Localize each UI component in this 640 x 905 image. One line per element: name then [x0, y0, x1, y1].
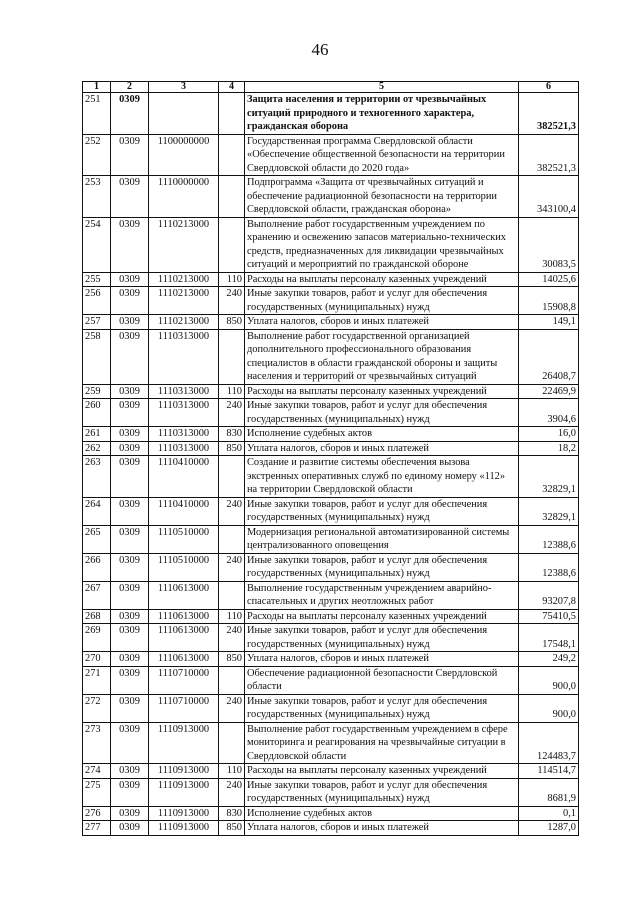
expense-type-code: 110	[219, 272, 245, 287]
section-code: 0309	[111, 722, 149, 764]
amount: 93207,8	[519, 581, 579, 609]
section-code: 0309	[111, 217, 149, 272]
target-article-code: 1110410000	[149, 456, 219, 498]
table-row	[83, 609, 579, 624]
amount: 14025,6	[519, 272, 579, 287]
target-article-code: 1110913000	[149, 722, 219, 764]
item-name: Иные закупки товаров, работ и услуг для обеспечения государственных (муниципальных) нужд	[245, 287, 519, 315]
expense-type-code	[219, 456, 245, 498]
col-header-6: 6	[519, 82, 579, 93]
amount: 17548,1	[519, 624, 579, 652]
expense-type-code	[219, 134, 245, 176]
row-number: 264	[83, 497, 111, 525]
table-row	[83, 287, 579, 315]
expense-type-code: 240	[219, 497, 245, 525]
amount: 1287,0	[519, 821, 579, 836]
target-article-code: 1110913000	[149, 821, 219, 836]
row-number: 266	[83, 553, 111, 581]
section-code: 0309	[111, 399, 149, 427]
expense-type-code: 240	[219, 624, 245, 652]
amount: 75410,5	[519, 609, 579, 624]
amount: 900,0	[519, 694, 579, 722]
item-name: Расходы на выплаты персоналу казенных учреждений	[245, 764, 519, 779]
amount: 32829,1	[519, 456, 579, 498]
target-article-code: 1110613000	[149, 652, 219, 667]
section-code: 0309	[111, 525, 149, 553]
expense-type-code	[219, 176, 245, 218]
section-code: 0309	[111, 778, 149, 806]
table-row	[83, 93, 579, 135]
target-article-code: 1110410000	[149, 497, 219, 525]
amount: 114514,7	[519, 764, 579, 779]
expense-type-code	[219, 93, 245, 135]
table-row	[83, 399, 579, 427]
row-number: 265	[83, 525, 111, 553]
amount: 0,1	[519, 806, 579, 821]
amount: 12388,6	[519, 525, 579, 553]
page-number: 46	[311, 40, 329, 59]
expense-type-code	[219, 722, 245, 764]
item-name: Выполнение работ государственным учреждением по хранению и освежению запасов материально-технических средств, предназначенных для ликвидации чрезвычайных ситуаций и мероприятий по гражданской обороне	[245, 217, 519, 272]
amount: 382521,3	[519, 134, 579, 176]
amount: 382521,3	[519, 93, 579, 135]
amount: 124483,7	[519, 722, 579, 764]
target-article-code: 1110313000	[149, 329, 219, 384]
section-code: 0309	[111, 694, 149, 722]
amount: 18,2	[519, 441, 579, 456]
table-row	[83, 525, 579, 553]
row-number: 263	[83, 456, 111, 498]
item-name: Уплата налогов, сборов и иных платежей	[245, 441, 519, 456]
expense-type-code: 850	[219, 441, 245, 456]
table-row	[83, 806, 579, 821]
table-row	[83, 722, 579, 764]
amount: 8681,9	[519, 778, 579, 806]
expense-type-code: 850	[219, 315, 245, 330]
section-code: 0309	[111, 624, 149, 652]
item-name: Иные закупки товаров, работ и услуг для обеспечения государственных (муниципальных) нужд	[245, 553, 519, 581]
section-code: 0309	[111, 315, 149, 330]
item-name: Иные закупки товаров, работ и услуг для обеспечения государственных (муниципальных) нужд	[245, 399, 519, 427]
section-code: 0309	[111, 456, 149, 498]
item-name: Подпрограмма «Защита от чрезвычайных ситуаций и обеспечение радиационной безопасности на территории Свердловской области, гражданская оборона»	[245, 176, 519, 218]
target-article-code: 1110313000	[149, 384, 219, 399]
expense-type-code: 240	[219, 778, 245, 806]
item-name: Иные закупки товаров, работ и услуг для обеспечения государственных (муниципальных) нужд	[245, 778, 519, 806]
row-number: 272	[83, 694, 111, 722]
target-article-code: 1110913000	[149, 778, 219, 806]
amount: 3904,6	[519, 399, 579, 427]
row-number: 270	[83, 652, 111, 667]
expense-type-code: 240	[219, 694, 245, 722]
item-name: Уплата налогов, сборов и иных платежей	[245, 652, 519, 667]
amount: 900,0	[519, 666, 579, 694]
target-article-code: 1110913000	[149, 764, 219, 779]
section-code: 0309	[111, 272, 149, 287]
item-name: Защита населения и территории от чрезвычайных ситуаций природного и техногенного характера, гражданская оборона	[245, 93, 519, 135]
row-number: 257	[83, 315, 111, 330]
row-number: 277	[83, 821, 111, 836]
expense-type-code	[219, 581, 245, 609]
row-number: 271	[83, 666, 111, 694]
target-article-code: 1110613000	[149, 609, 219, 624]
table-row	[83, 778, 579, 806]
section-code: 0309	[111, 93, 149, 135]
table-row	[83, 652, 579, 667]
row-number: 268	[83, 609, 111, 624]
col-header-4: 4	[219, 82, 245, 93]
row-number: 269	[83, 624, 111, 652]
item-name: Иные закупки товаров, работ и услуг для обеспечения государственных (муниципальных) нужд	[245, 624, 519, 652]
table-row	[83, 427, 579, 442]
expense-type-code: 850	[219, 821, 245, 836]
row-number: 262	[83, 441, 111, 456]
item-name: Государственная программа Свердловской области «Обеспечение общественной безопасности на территории Свердловской области до 2020 года»	[245, 134, 519, 176]
expense-type-code: 830	[219, 806, 245, 821]
expense-type-code	[219, 525, 245, 553]
table-row	[83, 821, 579, 836]
target-article-code: 1110613000	[149, 581, 219, 609]
col-header-1: 1	[83, 82, 111, 93]
row-number: 275	[83, 778, 111, 806]
target-article-code: 1110000000	[149, 176, 219, 218]
target-article-code: 1110213000	[149, 272, 219, 287]
row-number: 255	[83, 272, 111, 287]
target-article-code: 1110510000	[149, 525, 219, 553]
amount: 343100,4	[519, 176, 579, 218]
item-name: Расходы на выплаты персоналу казенных учреждений	[245, 609, 519, 624]
target-article-code: 1110313000	[149, 441, 219, 456]
item-name: Выполнение работ государственной организацией дополнительного профессионального образования специалистов в области гражданской обороны и защиты населения и территорий от чрезвычайных ситуаций	[245, 329, 519, 384]
expense-type-code	[219, 329, 245, 384]
target-article-code: 1100000000	[149, 134, 219, 176]
target-article-code: 1110313000	[149, 399, 219, 427]
item-name: Выполнение государственным учреждением аварийно-спасательных и других неотложных работ	[245, 581, 519, 609]
item-name: Обеспечение радиационной безопасности Свердловской области	[245, 666, 519, 694]
row-number: 260	[83, 399, 111, 427]
target-article-code: 1110213000	[149, 217, 219, 272]
amount: 249,2	[519, 652, 579, 667]
header-row	[83, 82, 579, 93]
amount: 30083,5	[519, 217, 579, 272]
target-article-code: 1110710000	[149, 694, 219, 722]
section-code: 0309	[111, 821, 149, 836]
item-name: Модернизация региональной автоматизированной системы централизованного оповещения	[245, 525, 519, 553]
item-name: Расходы на выплаты персоналу казенных учреждений	[245, 384, 519, 399]
expense-type-code: 240	[219, 553, 245, 581]
amount: 16,0	[519, 427, 579, 442]
section-code: 0309	[111, 764, 149, 779]
amount: 15908,8	[519, 287, 579, 315]
table-row	[83, 134, 579, 176]
row-number: 267	[83, 581, 111, 609]
section-code: 0309	[111, 287, 149, 315]
table-row	[83, 272, 579, 287]
col-header-2: 2	[111, 82, 149, 93]
expense-type-code	[219, 217, 245, 272]
section-code: 0309	[111, 553, 149, 581]
item-name: Исполнение судебных актов	[245, 427, 519, 442]
section-code: 0309	[111, 329, 149, 384]
amount: 26408,7	[519, 329, 579, 384]
table-row	[83, 581, 579, 609]
expense-type-code: 240	[219, 287, 245, 315]
target-article-code: 1110913000	[149, 806, 219, 821]
table-row	[83, 315, 579, 330]
table-row	[83, 456, 579, 498]
row-number: 256	[83, 287, 111, 315]
table-row	[83, 497, 579, 525]
row-number: 274	[83, 764, 111, 779]
row-number: 253	[83, 176, 111, 218]
row-number: 252	[83, 134, 111, 176]
expense-type-code: 110	[219, 384, 245, 399]
target-article-code: 1110213000	[149, 315, 219, 330]
section-code: 0309	[111, 497, 149, 525]
section-code: 0309	[111, 134, 149, 176]
expense-type-code: 830	[219, 427, 245, 442]
row-number: 251	[83, 93, 111, 135]
item-name: Иные закупки товаров, работ и услуг для обеспечения государственных (муниципальных) нужд	[245, 497, 519, 525]
item-name: Расходы на выплаты персоналу казенных учреждений	[245, 272, 519, 287]
table-row	[83, 329, 579, 384]
item-name: Создание и развитие системы обеспечения вызова экстренных оперативных служб по единому номеру «112» на территории Свердловской области	[245, 456, 519, 498]
item-name: Выполнение работ государственным учреждением в сфере мониторинга и реагирования на чрезвычайные ситуации в Свердловской области	[245, 722, 519, 764]
table-row	[83, 666, 579, 694]
section-code: 0309	[111, 427, 149, 442]
row-number: 276	[83, 806, 111, 821]
item-name: Уплата налогов, сборов и иных платежей	[245, 315, 519, 330]
row-number: 254	[83, 217, 111, 272]
budget-table	[82, 81, 579, 836]
row-number: 261	[83, 427, 111, 442]
expense-type-code: 850	[219, 652, 245, 667]
section-code: 0309	[111, 441, 149, 456]
table-row	[83, 176, 579, 218]
target-article-code: 1110710000	[149, 666, 219, 694]
table-row	[83, 694, 579, 722]
table-row	[83, 441, 579, 456]
amount: 12388,6	[519, 553, 579, 581]
section-code: 0309	[111, 176, 149, 218]
target-article-code: 1110510000	[149, 553, 219, 581]
col-header-5: 5	[245, 82, 519, 93]
target-article-code: 1110613000	[149, 624, 219, 652]
target-article-code: 1110313000	[149, 427, 219, 442]
section-code: 0309	[111, 806, 149, 821]
section-code: 0309	[111, 384, 149, 399]
item-name: Исполнение судебных актов	[245, 806, 519, 821]
section-code: 0309	[111, 666, 149, 694]
row-number: 258	[83, 329, 111, 384]
table-row	[83, 217, 579, 272]
row-number: 273	[83, 722, 111, 764]
section-code: 0309	[111, 581, 149, 609]
amount: 22469,9	[519, 384, 579, 399]
amount: 32829,1	[519, 497, 579, 525]
expense-type-code: 110	[219, 764, 245, 779]
table-row	[83, 764, 579, 779]
expense-type-code	[219, 666, 245, 694]
item-name: Иные закупки товаров, работ и услуг для обеспечения государственных (муниципальных) нужд	[245, 694, 519, 722]
target-article-code: 1110213000	[149, 287, 219, 315]
expense-type-code: 110	[219, 609, 245, 624]
amount: 149,1	[519, 315, 579, 330]
row-number: 259	[83, 384, 111, 399]
section-code: 0309	[111, 609, 149, 624]
col-header-3: 3	[149, 82, 219, 93]
table-row	[83, 384, 579, 399]
item-name: Уплата налогов, сборов и иных платежей	[245, 821, 519, 836]
table-row	[83, 624, 579, 652]
table-row	[83, 553, 579, 581]
section-code: 0309	[111, 652, 149, 667]
expense-type-code: 240	[219, 399, 245, 427]
target-article-code	[149, 93, 219, 135]
